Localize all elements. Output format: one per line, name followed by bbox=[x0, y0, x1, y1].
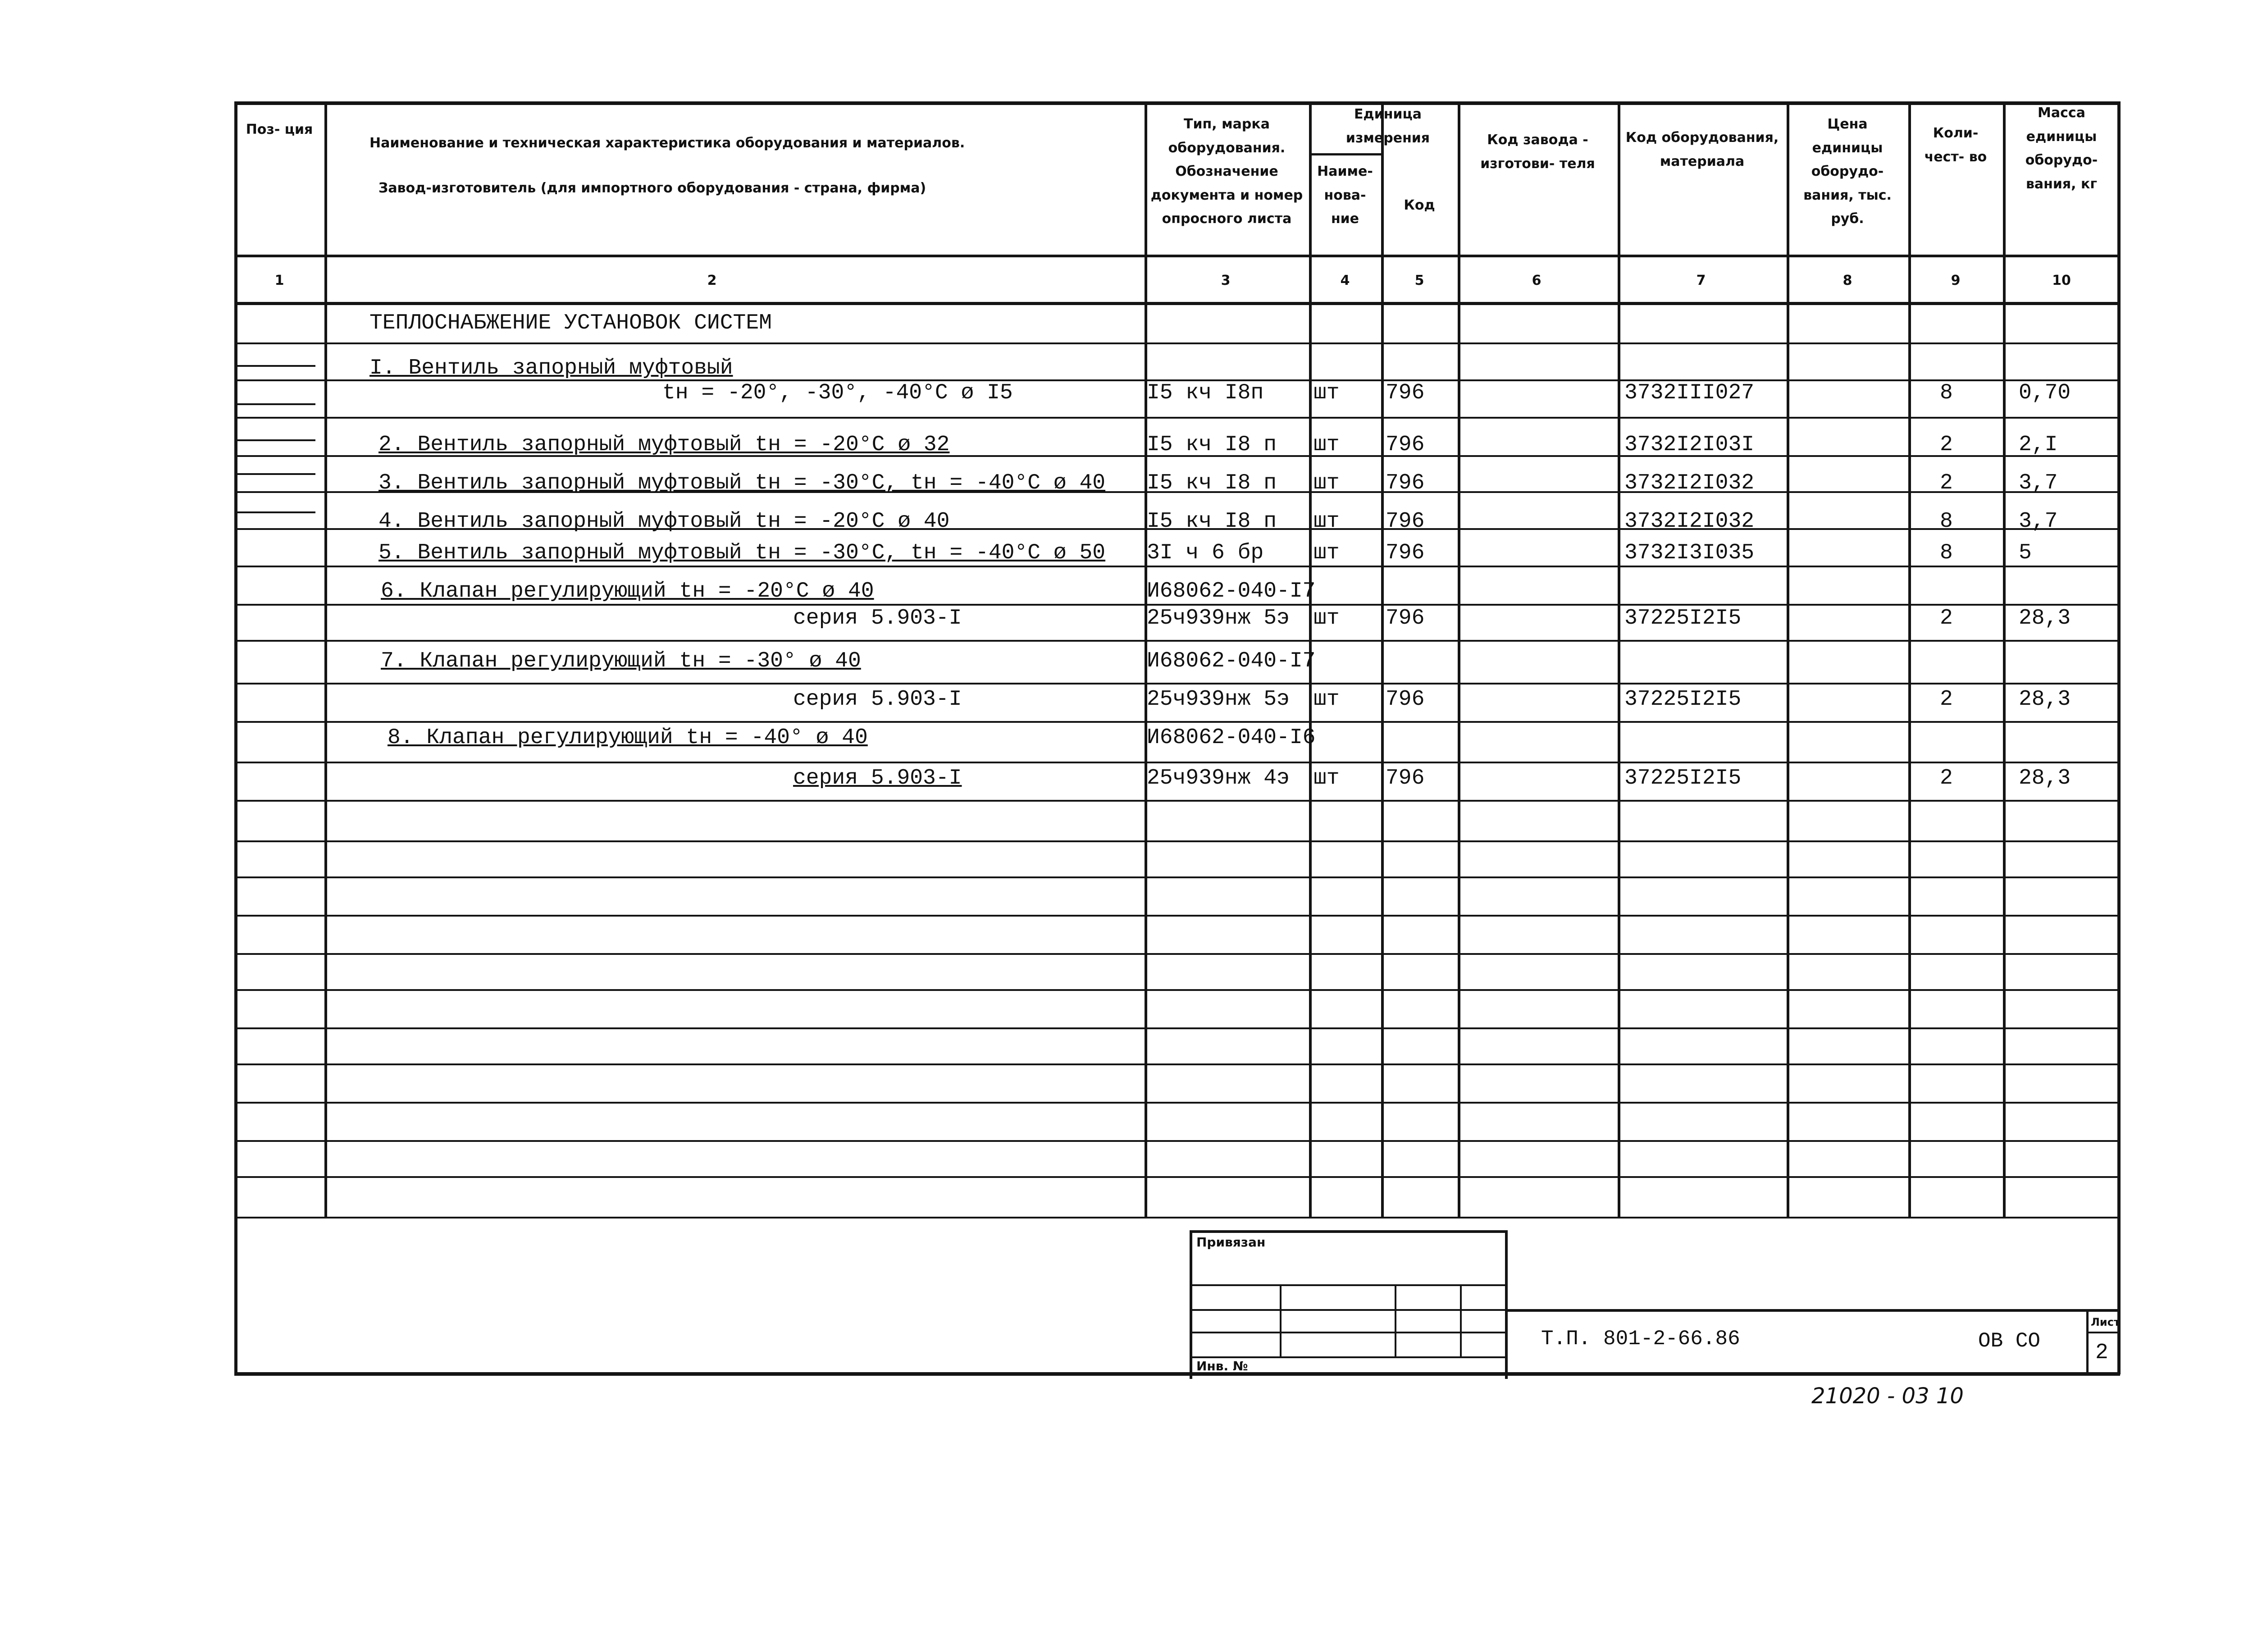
row-name: 7. Клапан регулирующий tн = -30° ø 40 bbox=[381, 649, 861, 673]
column-divider bbox=[1381, 101, 1384, 1217]
row-mass: 3,7 bbox=[2019, 509, 2058, 534]
title-block-top bbox=[1190, 1230, 1505, 1233]
row-name: серия 5.903-I bbox=[793, 766, 962, 790]
row-line bbox=[234, 1176, 2120, 1178]
header-quantity: Коли- чест- во bbox=[1924, 125, 1987, 165]
row-name: tн = -20°, -30°, -40°C ø I5 bbox=[662, 381, 1013, 405]
header-unit-group: Единица измерения bbox=[1345, 106, 1430, 146]
column-numbers-bottom-line bbox=[234, 302, 2120, 305]
row-equipment-code: 3732I3I035 bbox=[1624, 541, 1755, 565]
row-line bbox=[234, 953, 2120, 955]
bound-label: Привязан bbox=[1196, 1235, 1266, 1250]
row-mass: 28,3 bbox=[2019, 687, 2071, 712]
row-name: серия 5.903-I bbox=[793, 606, 962, 630]
row-unit-code: 796 bbox=[1386, 509, 1425, 534]
column-number: 3 bbox=[1221, 273, 1231, 288]
row-name: 6. Клапан регулирующий tн = -20°C ø 40 bbox=[381, 579, 874, 603]
column-number: 6 bbox=[1532, 273, 1542, 288]
row-unit-code: 796 bbox=[1386, 471, 1425, 495]
column-divider bbox=[1787, 101, 1789, 1217]
row-line bbox=[234, 721, 2120, 723]
column-divider bbox=[2003, 101, 2006, 1217]
row-quantity: 2 bbox=[1940, 433, 1953, 457]
header-unit-code: Код bbox=[1404, 197, 1435, 213]
row-equipment-code: 3732I2I032 bbox=[1624, 509, 1755, 534]
header-unit-name: Наиме- нова- ние bbox=[1317, 164, 1373, 227]
title-block-row bbox=[1190, 1356, 1505, 1358]
title-block-col bbox=[1460, 1284, 1462, 1356]
row-type: I5 кч I8 п bbox=[1147, 471, 1277, 495]
section-title: ТЕПЛОСНАБЖЕНИЕ УСТАНОВОК СИСТЕМ bbox=[369, 311, 772, 335]
row-type: И68062-040-I7 bbox=[1147, 649, 1316, 673]
column-number: 9 bbox=[1951, 273, 1961, 288]
row-line bbox=[234, 417, 2120, 419]
row-unit-code: 796 bbox=[1386, 433, 1425, 457]
row-line bbox=[234, 342, 2120, 344]
header-price: Цена единицы оборудо- вания, тыс. руб. bbox=[1803, 116, 1892, 227]
row-stub bbox=[234, 403, 315, 405]
row-mass: 0,70 bbox=[2019, 381, 2071, 405]
title-block-row bbox=[1190, 1332, 1505, 1333]
column-number: 10 bbox=[2052, 273, 2071, 288]
row-line bbox=[234, 762, 2120, 763]
inventory-label: Инв. № bbox=[1196, 1359, 1248, 1374]
header-name-line1: Наименование и техническая характеристика оборудования и материалов. bbox=[369, 135, 965, 151]
row-unit: шт bbox=[1313, 687, 1340, 712]
row-quantity: 2 bbox=[1940, 687, 1953, 712]
row-equipment-code: 37225I2I5 bbox=[1624, 687, 1742, 712]
row-line bbox=[234, 640, 2120, 642]
document-code: Т.П. 801-2-66.86 bbox=[1541, 1327, 1740, 1351]
row-unit: шт bbox=[1313, 509, 1340, 534]
header-bottom-line bbox=[234, 255, 2120, 257]
row-mass: 5 bbox=[2019, 541, 2032, 565]
archive-number: 21020 - 03 10 bbox=[1811, 1383, 1964, 1409]
row-equipment-code: 37225I2I5 bbox=[1624, 766, 1742, 790]
row-line bbox=[234, 1027, 2120, 1029]
table-bottom-border bbox=[234, 1372, 2120, 1376]
column-divider bbox=[1458, 101, 1460, 1217]
column-number: 1 bbox=[274, 273, 284, 288]
row-quantity: 2 bbox=[1940, 766, 1953, 790]
header-mass: Масса единицы оборудо- вания, кг bbox=[2025, 105, 2098, 192]
row-line bbox=[234, 989, 2120, 991]
column-number: 7 bbox=[1696, 273, 1706, 288]
title-strip-top bbox=[1505, 1309, 2120, 1312]
column-number: 2 bbox=[707, 273, 717, 288]
row-line bbox=[234, 1102, 2120, 1104]
column-divider bbox=[1908, 101, 1911, 1217]
row-line bbox=[234, 683, 2120, 685]
row-equipment-code: 37225I2I5 bbox=[1624, 606, 1742, 630]
row-equipment-code: 3732I2I032 bbox=[1624, 471, 1755, 495]
row-name: 4. Вентиль запорный муфтовый tн = -20°C ø 40 bbox=[379, 509, 950, 534]
unit-subheader-line bbox=[1309, 153, 1381, 155]
row-equipment-code: 3732I2I03I bbox=[1624, 433, 1755, 457]
row-line bbox=[234, 1140, 2120, 1142]
row-mass: 28,3 bbox=[2019, 766, 2071, 790]
column-number: 8 bbox=[1843, 273, 1852, 288]
row-line bbox=[234, 1217, 2120, 1218]
row-quantity: 8 bbox=[1940, 541, 1953, 565]
row-unit: шт bbox=[1313, 381, 1340, 405]
row-line bbox=[234, 915, 2120, 917]
row-quantity: 2 bbox=[1940, 471, 1953, 495]
sheet-box-left bbox=[2086, 1309, 2089, 1374]
row-stub bbox=[234, 511, 315, 513]
section-code: ОВ СО bbox=[1978, 1329, 2041, 1353]
row-mass: 28,3 bbox=[2019, 606, 2071, 630]
row-line bbox=[234, 840, 2120, 842]
title-block-right bbox=[1505, 1230, 1508, 1379]
row-unit-code: 796 bbox=[1386, 606, 1425, 630]
column-number: 5 bbox=[1414, 273, 1424, 288]
row-quantity: 2 bbox=[1940, 606, 1953, 630]
row-quantity: 8 bbox=[1940, 381, 1953, 405]
row-unit: шт bbox=[1313, 606, 1340, 630]
row-name: I. Вентиль запорный муфтовый bbox=[369, 356, 733, 380]
row-equipment-code: 3732III027 bbox=[1624, 381, 1755, 405]
row-line bbox=[234, 1063, 2120, 1065]
header-name-line2: Завод-изготовитель (для импортного оборудования - страна, фирма) bbox=[379, 180, 926, 196]
row-unit-code: 796 bbox=[1386, 381, 1425, 405]
row-line bbox=[234, 876, 2120, 878]
row-type: I5 кч I8 п bbox=[1147, 509, 1277, 534]
title-block-col bbox=[1280, 1284, 1282, 1356]
row-type: 3I ч 6 бр bbox=[1147, 541, 1264, 565]
row-name: 5. Вентиль запорный муфтовый tн = -30°C, tн = -40°C ø 50 bbox=[379, 541, 1106, 565]
row-name: 2. Вентиль запорный муфтовый tн = -20°C ø 32 bbox=[379, 433, 950, 457]
title-block-row bbox=[1190, 1284, 1505, 1286]
row-unit-code: 796 bbox=[1386, 541, 1425, 565]
row-name: 3. Вентиль запорный муфтовый tн = -30°C, tн = -40°C ø 40 bbox=[379, 471, 1106, 495]
row-line bbox=[234, 800, 2120, 802]
title-block-col bbox=[1395, 1284, 1396, 1356]
row-unit: шт bbox=[1313, 766, 1340, 790]
row-unit: шт bbox=[1313, 471, 1340, 495]
header-factory-code: Код завода - изготови- теля bbox=[1480, 132, 1595, 172]
row-stub bbox=[234, 473, 315, 475]
table-left-border bbox=[234, 101, 237, 1374]
row-type: 25ч939нж 4э bbox=[1147, 766, 1290, 790]
row-quantity: 8 bbox=[1940, 509, 1953, 534]
row-line bbox=[234, 566, 2120, 567]
title-block-row bbox=[1190, 1309, 1505, 1311]
row-stub bbox=[234, 439, 315, 441]
row-name: 8. Клапан регулирующий tн = -40° ø 40 bbox=[388, 726, 868, 750]
table-top-border bbox=[234, 101, 2120, 105]
table-right-border bbox=[2117, 101, 2121, 1374]
row-type: И68062-040-I6 bbox=[1147, 726, 1316, 750]
sheet-label: Лист bbox=[2091, 1316, 2120, 1328]
row-type: I5 кч I8 п bbox=[1147, 433, 1277, 457]
row-stub bbox=[234, 365, 315, 367]
row-unit: шт bbox=[1313, 433, 1340, 457]
row-mass: 2,I bbox=[2019, 433, 2058, 457]
header-equipment-code: Код оборудования, материала bbox=[1625, 130, 1779, 169]
header-position: Поз- ция bbox=[246, 122, 313, 137]
sheet-number: 2 bbox=[2095, 1341, 2108, 1365]
row-unit: шт bbox=[1313, 541, 1340, 565]
row-type: И68062-040-I7 bbox=[1147, 579, 1316, 603]
row-unit-code: 796 bbox=[1386, 766, 1425, 790]
column-number: 4 bbox=[1340, 273, 1350, 288]
column-divider bbox=[324, 101, 327, 1217]
row-type: 25ч939нж 5э bbox=[1147, 687, 1290, 712]
row-line bbox=[234, 604, 2120, 606]
header-type: Тип, марка оборудования. Обозначение документа и номер опросного листа bbox=[1150, 116, 1303, 227]
row-type: 25ч939нж 5э bbox=[1147, 606, 1290, 630]
sheet-box-divider bbox=[2086, 1332, 2120, 1333]
row-name: серия 5.903-I bbox=[793, 687, 962, 712]
row-unit-code: 796 bbox=[1386, 687, 1425, 712]
row-mass: 3,7 bbox=[2019, 471, 2058, 495]
row-type: I5 кч I8п bbox=[1147, 381, 1264, 405]
column-divider bbox=[1618, 101, 1620, 1217]
